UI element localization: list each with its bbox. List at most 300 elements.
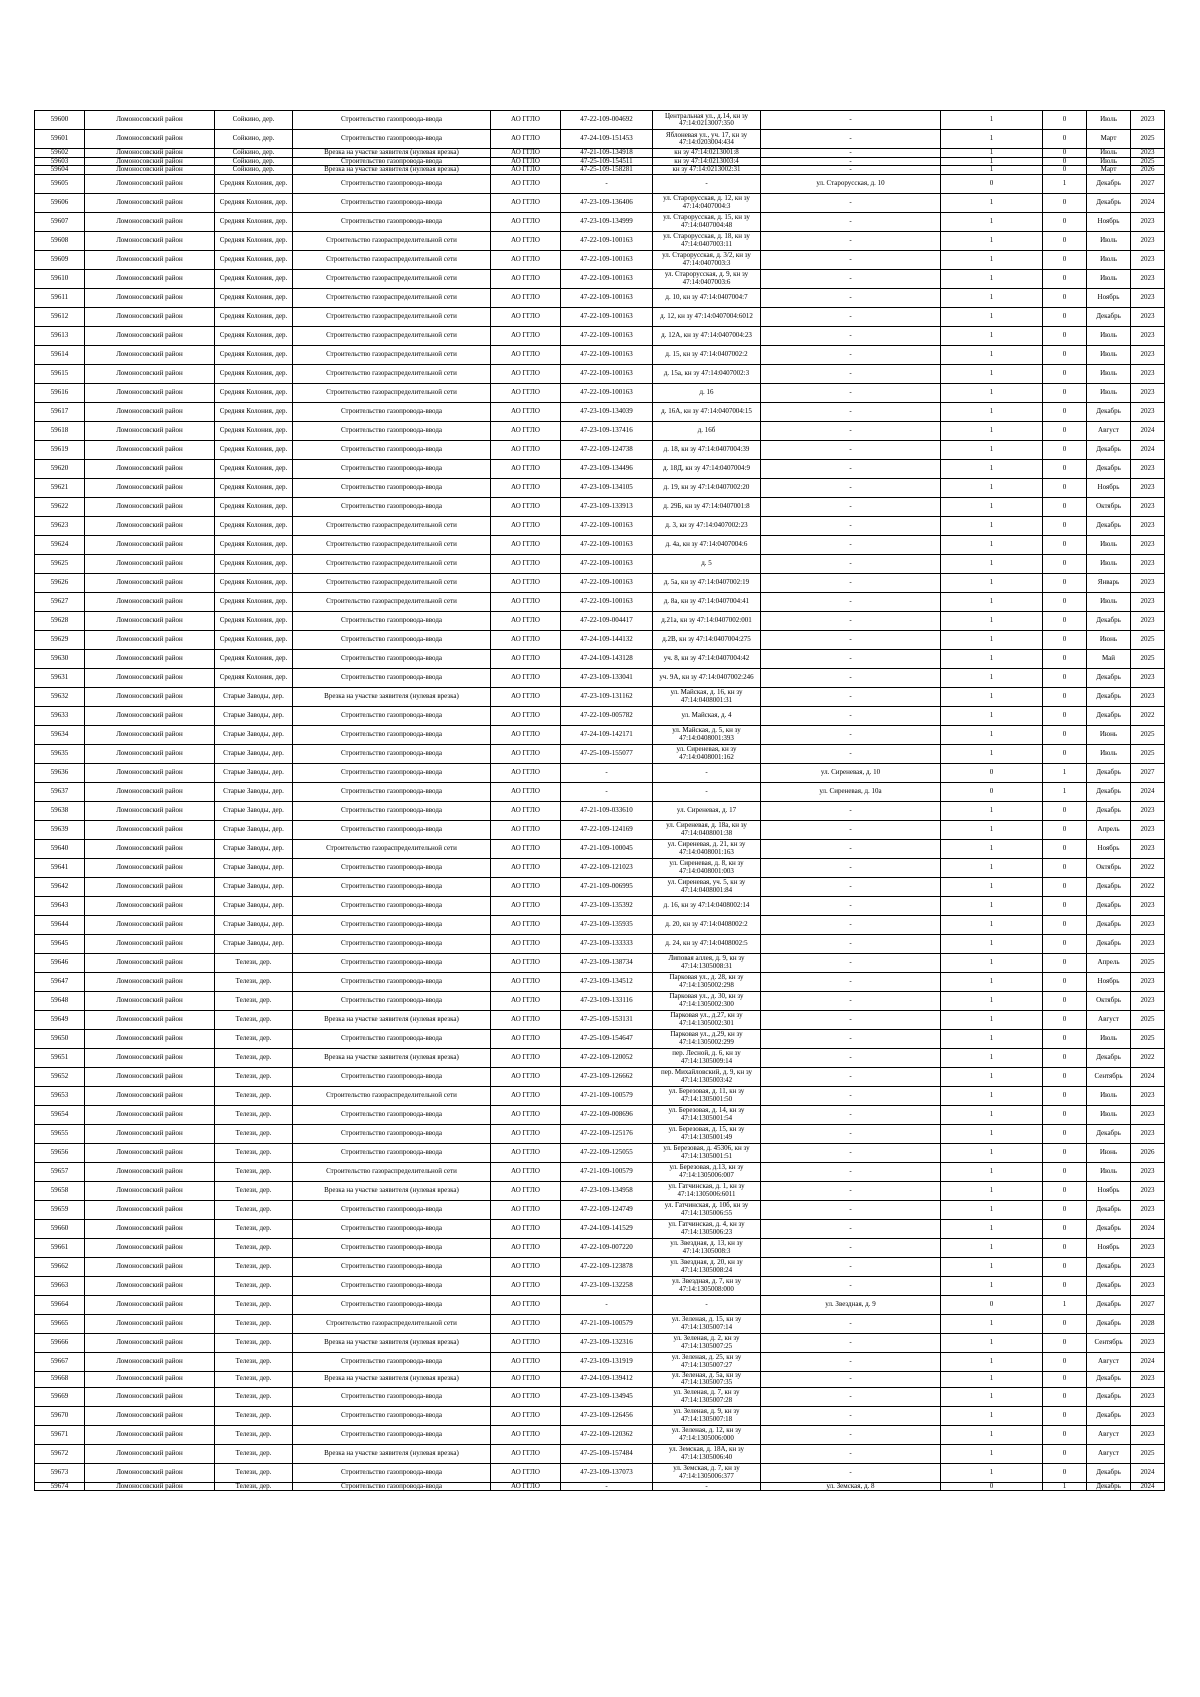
cell-object-address: ул. Сиреневая, д. 10а (761, 782, 941, 801)
cell-work-type: Строительство газопровода-ввода (293, 744, 491, 763)
cell-indicator-1: 1 (941, 706, 1043, 725)
table-row (35, 269, 1165, 288)
cell-indicator-1: 1 (941, 326, 1043, 345)
cell-number: 59672 (35, 1444, 85, 1463)
cell-organization: АО ГГЛО (491, 877, 561, 896)
cell-indicator-2: 0 (1043, 130, 1087, 149)
cell-application-number: 47-25-109-153131 (561, 1010, 653, 1029)
cell-address-cadastral: ул. Зеленая, д. 9, кн зу 47:14:1305007:18 (653, 1406, 761, 1425)
cell-year: 2023 (1131, 1333, 1165, 1352)
cell-month: Январь (1087, 573, 1131, 592)
cell-indicator-1: 1 (941, 934, 1043, 953)
cell-district: Ломоносовский район (85, 1105, 215, 1124)
cell-month: Ноябрь (1087, 288, 1131, 307)
cell-indicator-2: 0 (1043, 288, 1087, 307)
cell-address-cadastral: ул. Березовая, д. 11, кн зу 47:14:1305001:50 (653, 1086, 761, 1105)
cell-organization: АО ГГЛО (491, 1029, 561, 1048)
cell-district: Ломоносовский район (85, 725, 215, 744)
cell-indicator-1: 1 (941, 1029, 1043, 1048)
cell-organization: АО ГГЛО (491, 1105, 561, 1124)
cell-month: Июль (1087, 269, 1131, 288)
cell-indicator-2: 0 (1043, 535, 1087, 554)
cell-month: Июль (1087, 345, 1131, 364)
cell-number: 59631 (35, 668, 85, 687)
cell-work-type: Врезка на участке заявителя (нулевая врезка) (293, 1010, 491, 1029)
cell-address-cadastral: ул. Старорусская, д. 18, кн зу 47:14:0407003:11 (653, 231, 761, 250)
table-row (35, 1067, 1165, 1086)
cell-work-type: Строительство газопровода-ввода (293, 934, 491, 953)
cell-address-cadastral: д. 16, кн зу 47:14:0408002:14 (653, 896, 761, 915)
table-row (35, 611, 1165, 630)
cell-indicator-1: 1 (941, 478, 1043, 497)
cell-address-cadastral: д. 10, кн зу 47:14:0407004:7 (653, 288, 761, 307)
cell-organization: АО ГГЛО (491, 991, 561, 1010)
cell-month: Июль (1087, 1086, 1131, 1105)
cell-settlement: Телези, дер. (215, 1482, 293, 1491)
cell-address-cadastral: д. 18Д, кн зу 47:14:0407004:9 (653, 459, 761, 478)
cell-application-number: 47-22-109-100163 (561, 535, 653, 554)
cell-object-address: - (761, 573, 941, 592)
cell-settlement: Средняя Колония, дер. (215, 630, 293, 649)
table-row (35, 1314, 1165, 1333)
cell-indicator-2: 0 (1043, 402, 1087, 421)
cell-work-type: Строительство газопровода-ввода (293, 478, 491, 497)
cell-settlement: Средняя Колония, дер. (215, 402, 293, 421)
cell-month: Июль (1087, 744, 1131, 763)
cell-settlement: Старые Заводы, дер. (215, 915, 293, 934)
cell-address-cadastral: пер. Михайловский, д. 9, кн зу 47:14:1305003:42 (653, 1067, 761, 1086)
cell-organization: АО ГГЛО (491, 592, 561, 611)
cell-indicator-2: 0 (1043, 383, 1087, 402)
cell-work-type: Строительство газопровода-ввода (293, 1219, 491, 1238)
cell-indicator-2: 0 (1043, 1124, 1087, 1143)
cell-indicator-1: 1 (941, 149, 1043, 158)
cell-month: Декабрь (1087, 174, 1131, 193)
cell-indicator-1: 1 (941, 1105, 1043, 1124)
cell-indicator-2: 0 (1043, 839, 1087, 858)
cell-year: 2026 (1131, 166, 1165, 175)
cell-number: 59600 (35, 111, 85, 130)
cell-application-number: 47-25-109-158281 (561, 166, 653, 175)
cell-organization: АО ГГЛО (491, 1276, 561, 1295)
cell-application-number: 47-23-109-134512 (561, 972, 653, 991)
cell-year: 2023 (1131, 1124, 1165, 1143)
table-row (35, 1295, 1165, 1314)
cell-address-cadastral: д. 12А, кн зу 47:14:0407004:23 (653, 326, 761, 345)
cell-year: 2023 (1131, 345, 1165, 364)
cell-indicator-2: 0 (1043, 421, 1087, 440)
cell-indicator-1: 1 (941, 1444, 1043, 1463)
cell-application-number: - (561, 174, 653, 193)
cell-indicator-2: 0 (1043, 1181, 1087, 1200)
cell-month: Декабрь (1087, 611, 1131, 630)
cell-object-address: - (761, 1219, 941, 1238)
cell-object-address: - (761, 820, 941, 839)
cell-district: Ломоносовский район (85, 592, 215, 611)
cell-district: Ломоносовский район (85, 111, 215, 130)
cell-address-cadastral: Центральная ул., д.14, кн зу 47:14:0213007:350 (653, 111, 761, 130)
cell-settlement: Средняя Колония, дер. (215, 364, 293, 383)
cell-application-number: 47-23-109-134039 (561, 402, 653, 421)
cell-work-type: Строительство газопровода-ввода (293, 1105, 491, 1124)
cell-year: 2024 (1131, 1463, 1165, 1482)
cell-application-number: 47-23-109-137073 (561, 1463, 653, 1482)
table-row (35, 934, 1165, 953)
table-row (35, 174, 1165, 193)
cell-organization: АО ГГЛО (491, 744, 561, 763)
cell-year: 2023 (1131, 402, 1165, 421)
cell-work-type: Врезка на участке заявителя (нулевая врезка) (293, 1048, 491, 1067)
table-row (35, 858, 1165, 877)
cell-settlement: Средняя Колония, дер. (215, 516, 293, 535)
cell-organization: АО ГГЛО (491, 839, 561, 858)
cell-application-number: 47-23-109-135392 (561, 896, 653, 915)
cell-application-number: 47-21-109-100045 (561, 839, 653, 858)
cell-indicator-1: 1 (941, 1200, 1043, 1219)
cell-address-cadastral: д.21а, кн зу 47:14:0407002:001 (653, 611, 761, 630)
cell-settlement: Сойкино, дер. (215, 111, 293, 130)
cell-application-number: 47-23-109-133041 (561, 668, 653, 687)
cell-indicator-2: 0 (1043, 157, 1087, 166)
cell-district: Ломоносовский район (85, 554, 215, 573)
cell-object-address: - (761, 877, 941, 896)
cell-district: Ломоносовский район (85, 1444, 215, 1463)
cell-settlement: Средняя Колония, дер. (215, 383, 293, 402)
cell-object-address: - (761, 440, 941, 459)
cell-number: 59623 (35, 516, 85, 535)
cell-number: 59673 (35, 1463, 85, 1482)
cell-number: 59663 (35, 1276, 85, 1295)
cell-indicator-2: 0 (1043, 1010, 1087, 1029)
cell-organization: АО ГГЛО (491, 801, 561, 820)
table-row (35, 877, 1165, 896)
cell-application-number: 47-21-109-100579 (561, 1162, 653, 1181)
cell-work-type: Строительство газопровода-ввода (293, 1352, 491, 1371)
cell-indicator-2: 0 (1043, 1067, 1087, 1086)
cell-settlement: Телези, дер. (215, 1406, 293, 1425)
cell-settlement: Старые Заводы, дер. (215, 706, 293, 725)
cell-number: 59630 (35, 649, 85, 668)
cell-address-cadastral: ул. Земская, д. 7, кн зу 47:14:1305006:377 (653, 1463, 761, 1482)
cell-address-cadastral: д. 19, кн зу 47:14:0407002:20 (653, 478, 761, 497)
cell-object-address: - (761, 1371, 941, 1387)
cell-application-number: 47-22-109-125176 (561, 1124, 653, 1143)
cell-indicator-1: 1 (941, 421, 1043, 440)
cell-year: 2024 (1131, 440, 1165, 459)
cell-indicator-2: 0 (1043, 1333, 1087, 1352)
cell-district: Ломоносовский район (85, 459, 215, 478)
cell-application-number: 47-24-109-139412 (561, 1371, 653, 1387)
table-row (35, 1143, 1165, 1162)
cell-organization: АО ГГЛО (491, 1086, 561, 1105)
cell-number: 59613 (35, 326, 85, 345)
cell-settlement: Сойкино, дер. (215, 149, 293, 158)
cell-month: Декабрь (1087, 1048, 1131, 1067)
cell-organization: АО ГГЛО (491, 934, 561, 953)
cell-month: Декабрь (1087, 782, 1131, 801)
cell-application-number: 47-22-109-100163 (561, 307, 653, 326)
cell-year: 2025 (1131, 1029, 1165, 1048)
cell-indicator-1: 1 (941, 459, 1043, 478)
cell-month: Март (1087, 130, 1131, 149)
cell-district: Ломоносовский район (85, 649, 215, 668)
cell-settlement: Старые Заводы, дер. (215, 744, 293, 763)
cell-organization: АО ГГЛО (491, 858, 561, 877)
cell-district: Ломоносовский район (85, 820, 215, 839)
cell-address-cadastral: ул. Сиреневая, уч. 5, кн зу 47:14:0408001:84 (653, 877, 761, 896)
cell-indicator-1: 1 (941, 1257, 1043, 1276)
cell-object-address: - (761, 1425, 941, 1444)
cell-application-number: 47-22-109-008696 (561, 1105, 653, 1124)
cell-application-number: 47-23-109-137416 (561, 421, 653, 440)
cell-address-cadastral: ул. Зеленая, д. 2, кн зу 47:14:1305007:25 (653, 1333, 761, 1352)
cell-year: 2025 (1131, 744, 1165, 763)
cell-application-number: 47-22-109-121023 (561, 858, 653, 877)
cell-object-address: - (761, 1444, 941, 1463)
cell-indicator-2: 0 (1043, 1219, 1087, 1238)
cell-settlement: Средняя Колония, дер. (215, 231, 293, 250)
cell-application-number: 47-24-109-143128 (561, 649, 653, 668)
cell-year: 2026 (1131, 1143, 1165, 1162)
cell-address-cadastral: д.2В, кн зу 47:14:0407004:275 (653, 630, 761, 649)
table-row (35, 250, 1165, 269)
cell-district: Ломоносовский район (85, 1124, 215, 1143)
cell-district: Ломоносовский район (85, 801, 215, 820)
cell-application-number: 47-23-109-134999 (561, 212, 653, 231)
cell-object-address: ул. Сиреневая, д. 10 (761, 763, 941, 782)
cell-year: 2027 (1131, 174, 1165, 193)
cell-month: Июль (1087, 1162, 1131, 1181)
table-row (35, 1352, 1165, 1371)
cell-month: Сентябрь (1087, 1067, 1131, 1086)
cell-district: Ломоносовский район (85, 877, 215, 896)
cell-indicator-1: 1 (941, 231, 1043, 250)
cell-work-type: Строительство газопровода-ввода (293, 111, 491, 130)
cell-address-cadastral: - (653, 782, 761, 801)
cell-district: Ломоносовский район (85, 630, 215, 649)
cell-organization: АО ГГЛО (491, 269, 561, 288)
cell-work-type: Врезка на участке заявителя (нулевая врезка) (293, 1444, 491, 1463)
cell-address-cadastral: д. 24, кн зу 47:14:0408002:5 (653, 934, 761, 953)
table-row (35, 1105, 1165, 1124)
cell-district: Ломоносовский район (85, 1463, 215, 1482)
cell-month: Декабрь (1087, 440, 1131, 459)
cell-month: Декабрь (1087, 459, 1131, 478)
cell-number: 59618 (35, 421, 85, 440)
cell-organization: АО ГГЛО (491, 1333, 561, 1352)
cell-address-cadastral: ул. Березовая, д. 45306, кн зу 47:14:1305001:51 (653, 1143, 761, 1162)
cell-district: Ломоносовский район (85, 915, 215, 934)
cell-year: 2023 (1131, 307, 1165, 326)
cell-indicator-1: 1 (941, 554, 1043, 573)
cell-indicator-1: 1 (941, 157, 1043, 166)
cell-work-type: Строительство газопровода-ввода (293, 459, 491, 478)
cell-indicator-2: 0 (1043, 877, 1087, 896)
table-row (35, 231, 1165, 250)
cell-address-cadastral: д. 5а, кн зу 47:14:0407002:19 (653, 573, 761, 592)
cell-district: Ломоносовский район (85, 149, 215, 158)
cell-settlement: Средняя Колония, дер. (215, 573, 293, 592)
cell-address-cadastral: уч. 9А, кн зу 47:14:0407002:246 (653, 668, 761, 687)
cell-object-address: - (761, 1257, 941, 1276)
cell-indicator-2: 1 (1043, 1482, 1087, 1491)
cell-application-number: 47-21-109-134918 (561, 149, 653, 158)
table-row (35, 1048, 1165, 1067)
cell-district: Ломоносовский район (85, 1387, 215, 1406)
cell-application-number: 47-22-109-004417 (561, 611, 653, 630)
cell-work-type: Строительство газопровода-ввода (293, 725, 491, 744)
cell-month: Декабрь (1087, 706, 1131, 725)
cell-settlement: Средняя Колония, дер. (215, 174, 293, 193)
table-row (35, 1219, 1165, 1238)
table-row (35, 166, 1165, 175)
cell-organization: АО ГГЛО (491, 1444, 561, 1463)
table-row (35, 649, 1165, 668)
cell-work-type: Строительство газопровода-ввода (293, 1387, 491, 1406)
cell-month: Декабрь (1087, 1482, 1131, 1491)
cell-indicator-2: 0 (1043, 111, 1087, 130)
cell-indicator-1: 1 (941, 516, 1043, 535)
cell-month: Декабрь (1087, 1314, 1131, 1333)
cell-settlement: Средняя Колония, дер. (215, 592, 293, 611)
cell-indicator-2: 0 (1043, 1238, 1087, 1257)
cell-application-number: 47-25-109-157484 (561, 1444, 653, 1463)
cell-month: Ноябрь (1087, 839, 1131, 858)
cell-work-type: Строительство газопровода-ввода (293, 1143, 491, 1162)
cell-settlement: Телези, дер. (215, 1314, 293, 1333)
cell-number: 59642 (35, 877, 85, 896)
cell-application-number: 47-22-109-100163 (561, 269, 653, 288)
cell-number: 59615 (35, 364, 85, 383)
cell-indicator-2: 0 (1043, 516, 1087, 535)
cell-object-address: - (761, 157, 941, 166)
cell-indicator-2: 0 (1043, 1276, 1087, 1295)
cell-application-number: - (561, 782, 653, 801)
cell-object-address: - (761, 535, 941, 554)
table-row (35, 1181, 1165, 1200)
cell-settlement: Средняя Колония, дер. (215, 269, 293, 288)
cell-work-type: Строительство газопровода-ввода (293, 1067, 491, 1086)
cell-district: Ломоносовский район (85, 1276, 215, 1295)
cell-number: 59639 (35, 820, 85, 839)
table-row (35, 1425, 1165, 1444)
cell-year: 2023 (1131, 934, 1165, 953)
cell-object-address: - (761, 687, 941, 706)
cell-year: 2024 (1131, 782, 1165, 801)
cell-month: Декабрь (1087, 896, 1131, 915)
cell-object-address: - (761, 592, 941, 611)
cell-year: 2024 (1131, 421, 1165, 440)
cell-settlement: Средняя Колония, дер. (215, 611, 293, 630)
cell-application-number: 47-22-109-100163 (561, 231, 653, 250)
cell-year: 2023 (1131, 250, 1165, 269)
cell-settlement: Средняя Колония, дер. (215, 307, 293, 326)
cell-address-cadastral: ул. Сиреневая, д. 21, кн зу 47:14:0408001:163 (653, 839, 761, 858)
cell-application-number: 47-23-109-132258 (561, 1276, 653, 1295)
cell-object-address: - (761, 1143, 941, 1162)
cell-number: 59659 (35, 1200, 85, 1219)
cell-organization: АО ГГЛО (491, 166, 561, 175)
cell-year: 2023 (1131, 1425, 1165, 1444)
cell-object-address: ул. Звездная, д. 9 (761, 1295, 941, 1314)
cell-object-address: - (761, 896, 941, 915)
cell-indicator-1: 1 (941, 383, 1043, 402)
cell-address-cadastral: д. 4а, кн зу 47:14:0407004:6 (653, 535, 761, 554)
cell-year: 2023 (1131, 1238, 1165, 1257)
cell-number: 59670 (35, 1406, 85, 1425)
cell-address-cadastral: Парковая ул., д. 30, кн зу 47:14:1305002:300 (653, 991, 761, 1010)
cell-settlement: Телези, дер. (215, 1048, 293, 1067)
cell-district: Ломоносовский район (85, 573, 215, 592)
cell-number: 59651 (35, 1048, 85, 1067)
cell-month: Ноябрь (1087, 212, 1131, 231)
cell-district: Ломоносовский район (85, 212, 215, 231)
cell-year: 2025 (1131, 1010, 1165, 1029)
cell-district: Ломоносовский район (85, 1162, 215, 1181)
cell-month: Декабрь (1087, 687, 1131, 706)
cell-indicator-1: 1 (941, 573, 1043, 592)
table-row (35, 383, 1165, 402)
cell-settlement: Телези, дер. (215, 1371, 293, 1387)
cell-district: Ломоносовский район (85, 516, 215, 535)
cell-month: Декабрь (1087, 1276, 1131, 1295)
cell-work-type: Строительство газопровода-ввода (293, 157, 491, 166)
cell-work-type: Строительство газораспределительной сети (293, 516, 491, 535)
cell-work-type: Строительство газопровода-ввода (293, 668, 491, 687)
cell-indicator-1: 1 (941, 166, 1043, 175)
cell-number: 59657 (35, 1162, 85, 1181)
cell-district: Ломоносовский район (85, 421, 215, 440)
cell-settlement: Телези, дер. (215, 1219, 293, 1238)
cell-settlement: Средняя Колония, дер. (215, 326, 293, 345)
cell-district: Ломоносовский район (85, 1010, 215, 1029)
cell-number: 59660 (35, 1219, 85, 1238)
cell-settlement: Старые Заводы, дер. (215, 763, 293, 782)
cell-year: 2023 (1131, 554, 1165, 573)
cell-work-type: Строительство газораспределительной сети (293, 364, 491, 383)
cell-indicator-1: 1 (941, 1463, 1043, 1482)
cell-settlement: Старые Заводы, дер. (215, 725, 293, 744)
table-row (35, 744, 1165, 763)
cell-month: Июль (1087, 326, 1131, 345)
cell-district: Ломоносовский район (85, 687, 215, 706)
cell-address-cadastral: кн зу 47:14:0213003:4 (653, 157, 761, 166)
cell-district: Ломоносовский район (85, 478, 215, 497)
cell-district: Ломоносовский район (85, 440, 215, 459)
cell-indicator-1: 1 (941, 839, 1043, 858)
cell-indicator-2: 0 (1043, 972, 1087, 991)
cell-district: Ломоносовский район (85, 972, 215, 991)
cell-application-number: 47-23-109-132316 (561, 1333, 653, 1352)
cell-district: Ломоносовский район (85, 1406, 215, 1425)
cell-settlement: Телези, дер. (215, 1010, 293, 1029)
cell-district: Ломоносовский район (85, 1086, 215, 1105)
cell-settlement: Средняя Колония, дер. (215, 421, 293, 440)
cell-work-type: Строительство газопровода-ввода (293, 1276, 491, 1295)
cell-organization: АО ГГЛО (491, 1425, 561, 1444)
cell-settlement: Телези, дер. (215, 1238, 293, 1257)
cell-indicator-1: 1 (941, 1406, 1043, 1425)
cell-object-address: ул. Земская, д. 8 (761, 1482, 941, 1491)
cell-work-type: Строительство газопровода-ввода (293, 1029, 491, 1048)
cell-object-address: - (761, 516, 941, 535)
cell-indicator-1: 1 (941, 687, 1043, 706)
cell-district: Ломоносовский район (85, 364, 215, 383)
cell-object-address: - (761, 934, 941, 953)
cell-work-type: Строительство газораспределительной сети (293, 554, 491, 573)
cell-address-cadastral: кн зу 47:14:0213002:31 (653, 166, 761, 175)
cell-organization: АО ГГЛО (491, 725, 561, 744)
